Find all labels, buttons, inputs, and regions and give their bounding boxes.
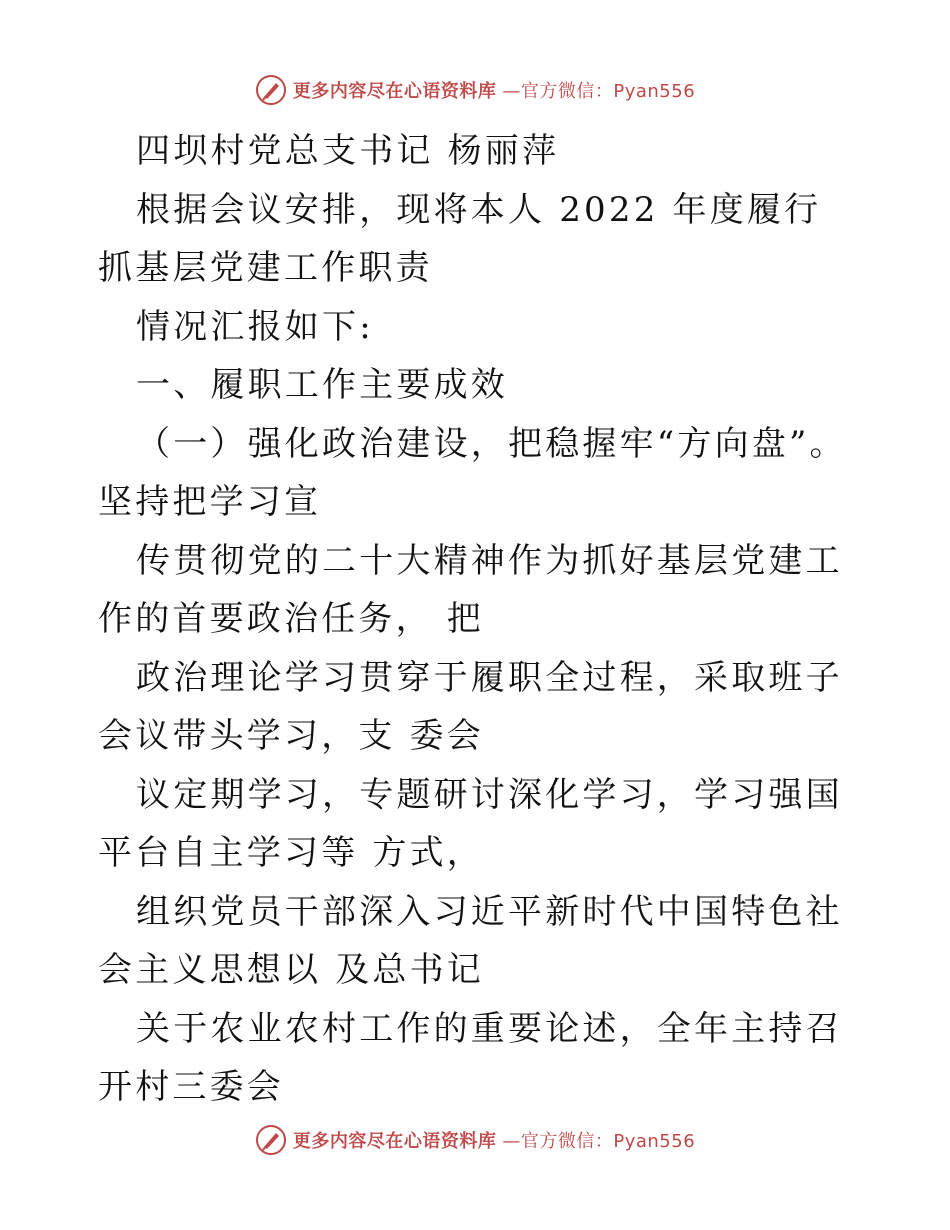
footer-watermark: [0, 1120, 950, 1160]
body-paragraph: 传贯彻党的二十大精神作为抓好基层党建工作的首要政治任务， 把: [98, 540, 843, 639]
document-body: [98, 122, 854, 1117]
body-paragraph: 议定期学习，专题研讨深化学习，学习强国平台自主学习等 方式，: [98, 774, 843, 873]
body-paragraph: 组织党员干部深入习近平新时代中国特色社会主义思想以 及总书记: [98, 891, 843, 990]
watermark-main-text: 更多内容尽在心语资料库: [292, 81, 497, 102]
body-paragraph: 政治理论学习贯穿于履职全过程，采取班子会议带头学习，支 委会: [98, 657, 843, 756]
quill-logo-icon: [255, 1124, 287, 1156]
body-paragraph: 关于农业农村工作的重要论述，全年主持召开村三委会: [98, 1008, 843, 1107]
watermark-main-text: 更多内容尽在心语资料库: [292, 1131, 497, 1152]
intro-paragraph: 根据会议安排，现将本人 2022 年度履行抓基层党建工作职责: [98, 189, 822, 288]
author-line: 四坝村党总支书记 杨丽萍: [136, 131, 560, 171]
watermark-sub-text: —官方微信：Pyan556: [502, 1131, 696, 1152]
body-paragraph: （一）强化政治建设，把稳握牢“方向盘”。坚持把学习宣: [98, 423, 847, 522]
header-watermark: [0, 70, 950, 110]
watermark-sub-text: —官方微信：Pyan556: [502, 81, 696, 102]
intro-continuation: 情况汇报如下:: [136, 306, 374, 347]
quill-logo-icon: [255, 74, 287, 106]
section-heading: 一、履职工作主要成效: [136, 365, 508, 405]
